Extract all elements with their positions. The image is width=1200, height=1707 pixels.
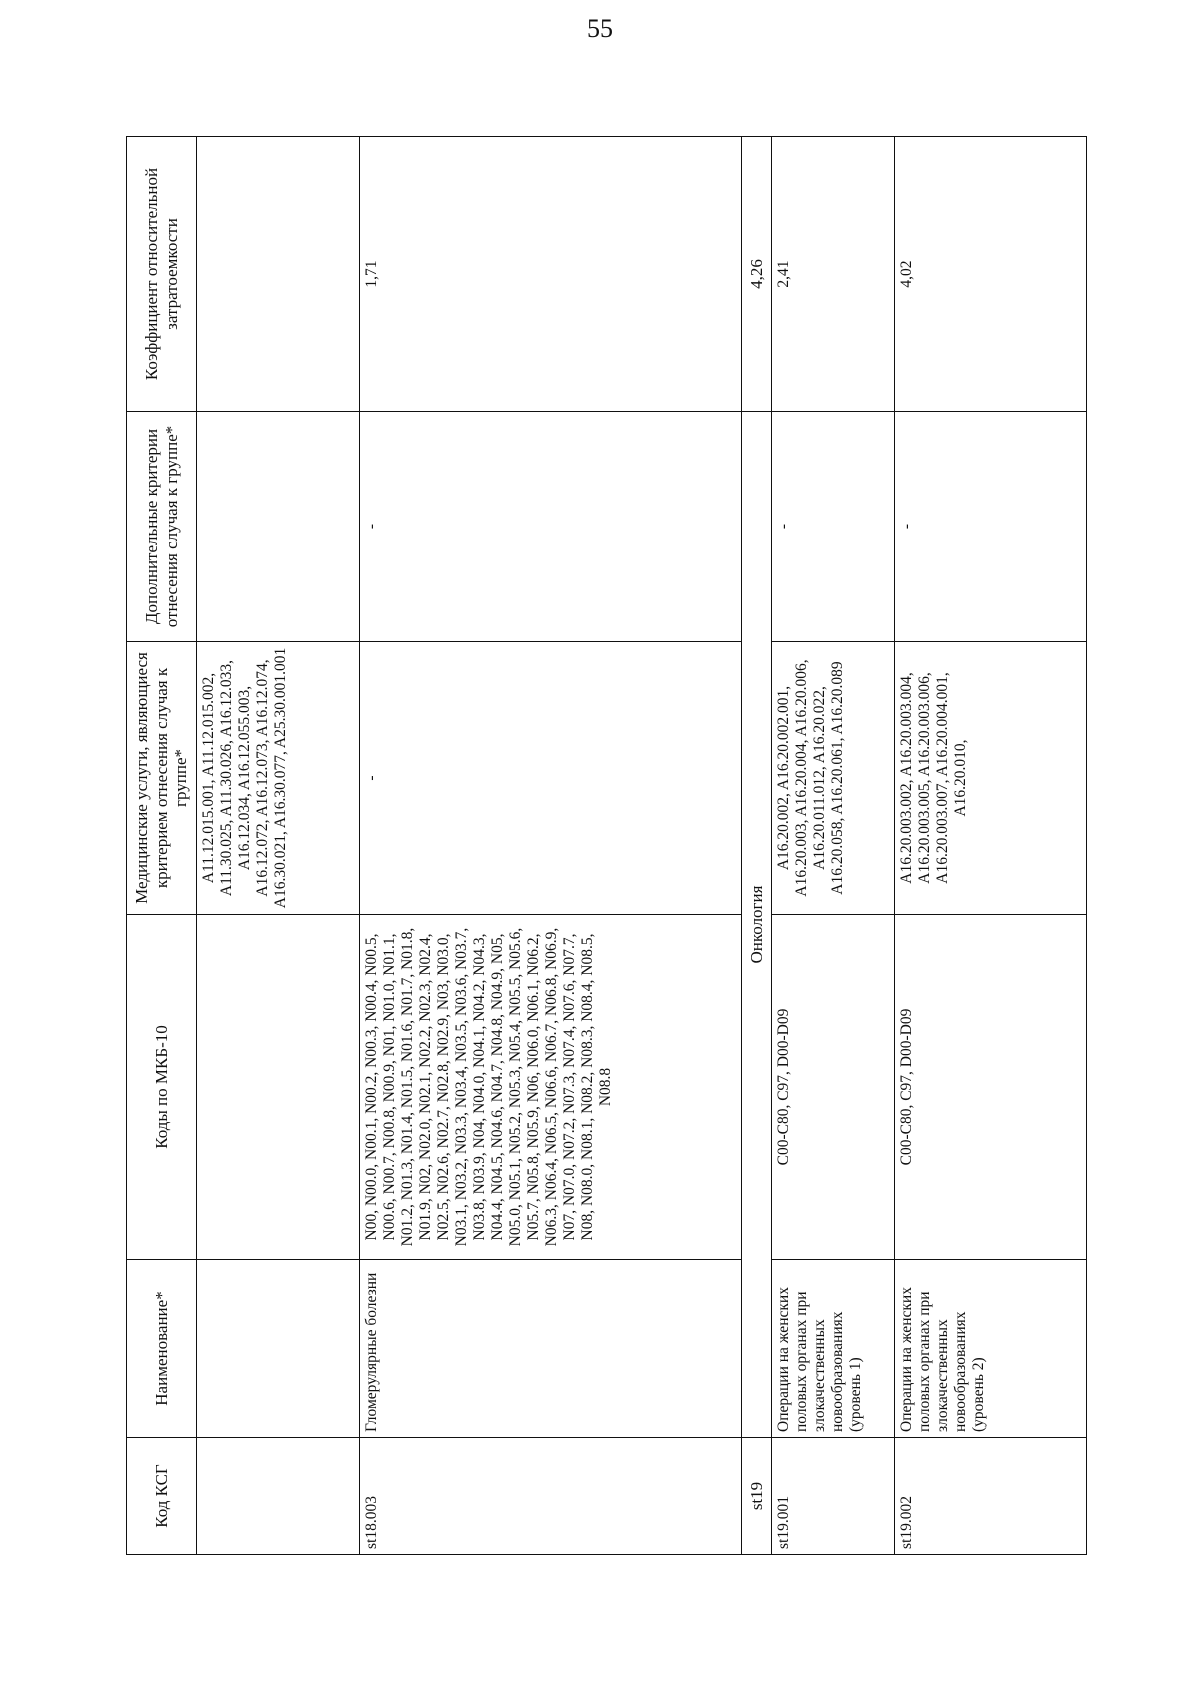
cell-coef: 4,02 [895,137,1087,412]
cell-mkb: C00-C80, C97, D00-D09 [895,915,1087,1260]
header-row [127,137,197,1555]
page-number: 55 [587,14,613,43]
cell-name: Операции на женских половых органах при злокачественных новообразованиях (уровень 1) [772,1260,895,1438]
rotated-table-wrapper [126,137,1086,1555]
cell-coef [197,137,360,412]
cell-extra: - [360,412,742,642]
header-name: Наименование* [127,1260,197,1438]
ksg-table [126,136,1087,1555]
header-mkb: Коды по МКБ-10 [127,915,197,1260]
header-extra: Дополнительные критерии отнесения случая к группе* [127,412,197,642]
cell-coef: 2,41 [772,137,895,412]
cell-name: Операции на женских половых органах при злокачественных новообразованиях (уровень 2) [895,1260,1087,1438]
cell-coef: 1,71 [360,137,742,412]
table-row [197,137,360,1555]
cell-code [197,1438,360,1555]
cell-extra [197,412,360,642]
section-coef: 4,26 [742,137,772,412]
cell-name: Гломерулярные болезни [360,1260,742,1438]
table-row [360,137,742,1555]
cell-code: st19.002 [895,1438,1087,1555]
header-coef: Коэффициент относительной затратоемкости [127,137,197,412]
cell-name [197,1260,360,1438]
section-title: Онкология [742,412,772,1438]
cell-code: st19.001 [772,1438,895,1555]
cell-mkb: C00-C80, C97, D00-D09 [772,915,895,1260]
cell-extra: - [895,412,1087,642]
header-services: Медицинские услуги, являющиеся критерием отнесения случая к группе* [127,642,197,915]
table-row [772,137,895,1555]
section-code: st19 [742,1438,772,1555]
cell-code: st18.003 [360,1438,742,1555]
cell-extra: - [772,412,895,642]
cell-mkb [197,915,360,1260]
table-row [895,137,1087,1555]
cell-services: - [360,642,742,915]
cell-services: A16.20.002, A16.20.002.001, A16.20.003, A16.20.004, A16.20.006, A16.20.011.012, A16.20.022, A16.20.058, A16.20.061, A16.20.089 [772,642,895,915]
cell-services: A11.12.015.001, A11.12.015.002, A11.30.025, A11.30.026, A16.12.033, A16.12.034, A16.12.055.003, A16.12.072, A16.12.073, A16.12.074, A16.30.021, A16.30.077, A25.30.001.001 [197,642,360,915]
cell-mkb: N00, N00.0, N00.1, N00.2, N00.3, N00.4, N00.5, N00.6, N00.7, N00.8, N00.9, N01, N01.0, N01.1, N01.2, N01.3, N01.4, N01.5, N01.6, N01.7, N01.8, N01.9, N02, N02.0, N02.1, N02.2, N02.3, N02.4, N02.5, N02.6, N02.7, N02.8, N02.9, N03, N03.0, N03.1, N03.2, N03.3, N03.4, N03.5, N03.6, N03.7, N03.8, N03.9, N04, N04.0, N04.1, N04.2, N04.3, N04.4, N04.5, N04.6, N04.7, N04.8, N04.9, N05, N05.0, N05.1, N05.2, N05.3, N05.4, N05.5, N05.6, N05.7, N05.8, N05.9, N06, N06.0, N06.1, N06.2, N06.3, N06.4, N06.5, N06.6, N06.7, N06.8, N06.9, N07, N07.0, N07.2, N07.3, N07.4, N07.6, N07.7, N08, N08.0, N08.1, N08.2, N08.3, N08.4, N08.5, N08.8 [360,915,742,1260]
section-row [742,137,772,1555]
header-code: Код КСГ [127,1438,197,1555]
cell-services: A16.20.003.002, A16.20.003.004, A16.20.003.005, A16.20.003.006, A16.20.003.007, A16.20.004.001, A16.20.010, [895,642,1087,915]
